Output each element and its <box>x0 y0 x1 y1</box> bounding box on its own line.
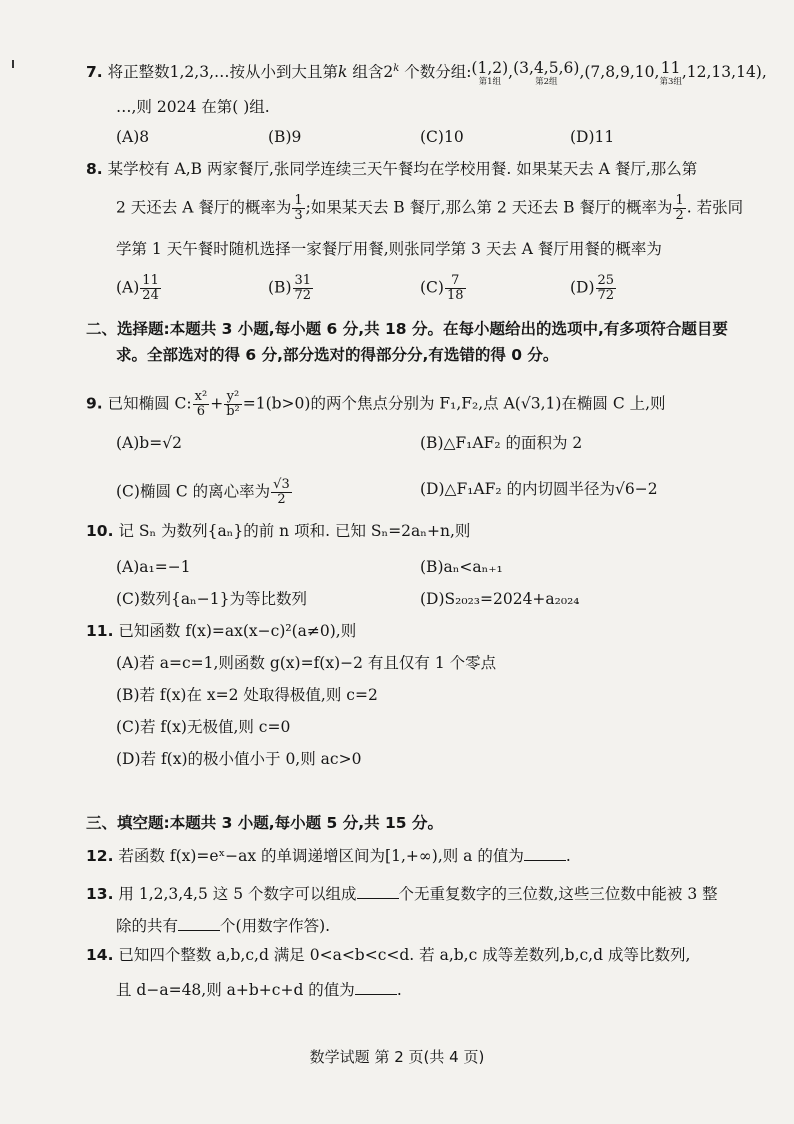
question-10-option-d: (D)S₂₀₂₃=2024+a₂₀₂₄ <box>420 590 580 608</box>
question-8-number: 8. <box>86 160 103 178</box>
question-11-option-c: (C)若 f(x)无极值,则 c=0 <box>116 718 291 736</box>
question-7-option-d: (D)11 <box>570 128 615 146</box>
question-11-number: 11. <box>86 622 114 640</box>
question-7-line1: 7. 将正整数1,2,3,…按从小到大且第k 组含2$^k$ 个数分组: (1,2) 第1组 , (3,4,5,6) 第2组 ,(7,8,9,10, 11 第3组 ,12,13,14), <box>86 59 767 87</box>
question-10-option-c: (C)数列{aₙ−1}为等比数列 <box>116 590 307 608</box>
question-11-option-b: (B)若 f(x)在 x=2 处取得极值,则 c=2 <box>116 686 378 704</box>
group-1: (1,2) 第1组 <box>471 59 509 87</box>
question-9-option-b: (B)△F₁AF₂ 的面积为 2 <box>420 434 583 452</box>
question-11-stem: 11. 已知函数 f(x)=ax(x−c)²(a≠0),则 <box>86 622 357 640</box>
question-13-line1: 13. 用 1,2,3,4,5 这 5 个数字可以组成 个无重复数字的三位数,这些三位数中能被 3 整 <box>86 882 718 905</box>
question-13-number: 13. <box>86 885 114 903</box>
question-13-line2: 除的共有 个(用数字作答). <box>116 914 330 937</box>
fraction-one-half: $\frac{1}{2}$ <box>675 193 684 223</box>
question-7-option-a: (A)8 <box>116 128 150 146</box>
question-8-line2: 2 天还去 A 餐厅的概率为 $\frac{1}{3}$ ;如果某天去 B 餐厅,那么第 2 天还去 B 餐厅的概率为 $\frac{1}{2}$ . 若张同 <box>116 193 744 223</box>
question-14-line1: 14. 已知四个整数 a,b,c,d 满足 0<a<b<c<d. 若 a,b,c 成等差数列,b,c,d 成等比数列, <box>86 946 691 964</box>
question-10-option-b: (B)aₙ<aₙ₊₁ <box>420 558 503 576</box>
question-12-number: 12. <box>86 847 114 865</box>
question-14-line2: 且 d−a=48,则 a+b+c+d 的值为 . <box>116 978 402 1001</box>
question-10-stem: 10. 记 Sₙ 为数列{aₙ}的前 n 项和. 已知 Sₙ=2aₙ+n,则 <box>86 522 471 540</box>
margin-mark <box>12 60 14 68</box>
question-10-option-a: (A)a₁=−1 <box>116 558 191 576</box>
question-9-option-a: (A)b=√2 <box>116 434 182 452</box>
question-8-option-b: (B) $\frac{31}{72}$ <box>268 273 312 303</box>
fraction-root3-over-2: $\frac{√3}{2}$ <box>273 477 290 507</box>
question-8-line1: 8. 某学校有 A,B 两家餐厅,张同学连续三天午餐均在学校用餐. 如果某天去 A 餐厅,那么第 <box>86 160 698 178</box>
question-7-option-b: (B)9 <box>268 128 302 146</box>
question-11-option-d: (D)若 f(x)的极小值小于 0,则 ac>0 <box>116 750 362 768</box>
question-14-number: 14. <box>86 946 114 964</box>
section-2-heading-line1: 二、选择题:本题共 3 小题,每小题 6 分,共 18 分。在每小题给出的选项中,有多项符合题目要 <box>86 320 728 338</box>
fraction-one-third: $\frac{1}{3}$ <box>294 193 303 223</box>
fraction-y-squared-over-b-squared: $\frac{\text{y²}}{\text{b²}}$ <box>226 389 240 419</box>
answer-blank[interactable] <box>355 978 397 995</box>
question-10-number: 10. <box>86 522 114 540</box>
question-7-number: 7. <box>86 63 103 82</box>
fraction-x-squared-over-6: $\frac{\text{x²}}{6}$ <box>194 389 208 419</box>
section-2-heading-line2: 求。全部选对的得 6 分,部分选对的得部分分,有选错的得 0 分。 <box>116 346 559 364</box>
question-11-option-a: (A)若 a=c=1,则函数 g(x)=f(x)−2 有且仅有 1 个零点 <box>116 654 497 672</box>
group-3: 11 第3组 <box>659 59 682 87</box>
page-footer: 数学试题 第 2 页(共 4 页) <box>309 1048 485 1066</box>
question-8-option-c: (C) $\frac{7}{18}$ <box>420 273 464 303</box>
question-7-line2: …,则 2024 在第( )组. <box>116 98 270 116</box>
section-3-heading: 三、填空题:本题共 3 小题,每小题 5 分,共 15 分。 <box>86 814 443 832</box>
group-2: (3,4,5,6) 第2组 <box>513 59 580 87</box>
question-9-number: 9. <box>86 394 103 413</box>
question-8-option-a: (A) $\frac{11}{24}$ <box>116 273 159 303</box>
question-9-option-d: (D)△F₁AF₂ 的内切圆半径为√6−2 <box>420 480 658 498</box>
question-12-stem: 12. 若函数 f(x)=eˣ−ax 的单调递增区间为[1,+∞),则 a 的值为 . <box>86 844 571 867</box>
question-8-option-d: (D) $\frac{25}{72}$ <box>570 273 615 303</box>
answer-blank[interactable] <box>357 882 399 899</box>
answer-blank[interactable] <box>178 914 220 931</box>
question-9-stem: 9. 已知椭圆 C: $\frac{\text{x²}}{6}$ + $\frac{\text{y²}}{\text{b²}}$ =1(b>0)的两个焦点分别为 F₁,F₂,点 A(√3,1)在椭圆 C 上,则 <box>86 389 666 419</box>
question-7-option-c: (C)10 <box>420 128 464 146</box>
answer-blank[interactable] <box>524 844 566 861</box>
question-8-line3: 学第 1 天午餐时随机选择一家餐厅用餐,则张同学第 3 天去 A 餐厅用餐的概率为 <box>116 240 662 258</box>
question-9-option-c: (C)椭圆 C 的离心率为 $\frac{√3}{2}$ <box>116 477 290 507</box>
